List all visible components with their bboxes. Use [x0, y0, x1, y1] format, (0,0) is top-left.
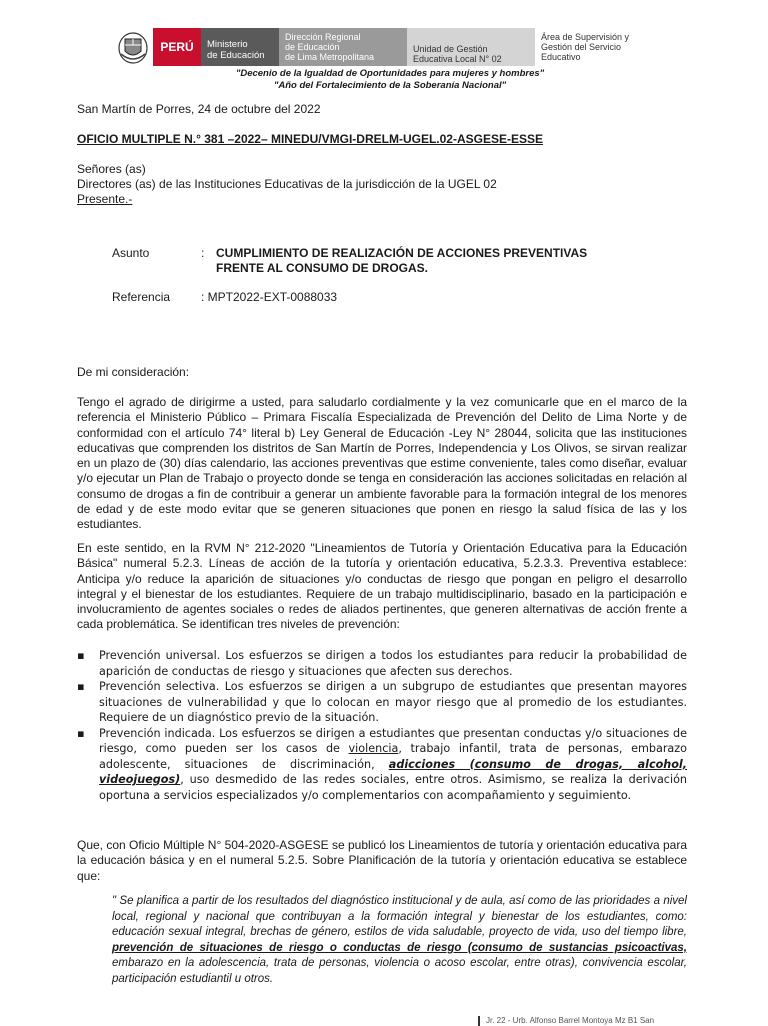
minedu-line-1: Ministerio [207, 39, 248, 50]
drelm-logo [279, 28, 407, 66]
paragraph-2: En este sentido, en la RVM N° 212-2020 "Lineamientos de Tutoría y Orientación Educativa para la Educación Básica" numeral 5.2.3. Líneas de acción de la tutoría y orientación educativa, 5.2.3.3. Preventiva establece: Anticipa y/o reduce la aparición de situaciones y/o conductas de riesgo que pongan en peligro el desarrollo integral y el bienestar de los estudiantes. Requiere de un trabajo multidisciplinario, basado en la participación e involucramiento de agentes sociales o redes de aliados pertinentes, que generen alternativas de acción frente a cada problemática. Se identifican tres niveles de prevención: [77, 541, 687, 632]
asunto-label: Asunto [112, 246, 150, 260]
area-line-2: Gestión del Servicio [541, 42, 622, 52]
list-item [77, 679, 687, 726]
bullet-underlined-violencia: violencia [348, 742, 399, 755]
footer-address: Jr. 22 - Urb. Alfonso Barrel Montoya Mz B1 San [478, 1016, 654, 1026]
greeting: De mi consideración: [77, 365, 190, 379]
area-line-3: Educativo [541, 52, 581, 62]
peru-logo [153, 28, 201, 66]
quote-text-post: embarazo en la adolescencia, trata de personas, violencia o acoso escolar, entre otras), convivencia escolar, participación estudiantil u otros. [112, 957, 687, 985]
bullet-text-post: , uso desmedido de las redes sociales, entre otros. Asimismo, se realiza la derivación oportuna a servicios especializados y/o complementarios con acompañamiento y seguimiento. [99, 773, 687, 802]
bullet-text: Prevención indicada. Los esfuerzos se dirigen a estudiantes que presentan conductas y/o situaciones de riesgo, como pueden ser los casos de [99, 726, 687, 755]
bullet-underlined-adicciones: adicciones (consumo de drogas, alcohol, videojuegos) [99, 757, 688, 786]
recipient-presente: Presente.- [77, 192, 133, 206]
motto-decenio: "Decenio de la Igualdad de Oportunidades para mujeres y hombres" [235, 68, 545, 79]
list-item [77, 726, 687, 804]
referencia-label: Referencia [112, 290, 171, 304]
paragraph-1: Tengo el agrado de dirigirme a usted, para saludarlo cordialmente y la vez comunicarle que en el marco de la referencia el Ministerio Público – Primara Fiscalía Especializada de Prevención del Delito de Lima Norte y de conformidad con el artículo 74° literal b) Ley General de Educación -Ley N° 28044, solicita que las instituciones educativas que comprenden los distritos de San Martín de Porres, Independencia y Los Olivos, se sirvan realizar en un plazo de (30) días calendario, las acciones preventivas que estime conveniente, tales como diseñar, evaluar y/o ejecutar un Plan de Trabajo o proyecto donde se tenga en consideración las acciones solicitadas en relación al consumo de drogas a fin de contribuir a generar un ambiente favorable para la formación integral de los menores de edad y de este modo evitar que se generen situaciones que ponen en riesgo la salud física de las y los estudiantes. [77, 395, 687, 532]
area-line-1: Área de Supervisión y [541, 32, 630, 42]
drelm-line-2: de Educación [285, 42, 340, 52]
recipient-line-1: Señores (as) [77, 162, 146, 176]
paragraph-3: Que, con Oficio Múltiple N° 504-2020-ASGESE se publicó los Lineamientos de tutoría y orientación educativa para la educación básica y en el numeral 5.2.5. Sobre Planificación de la tutoría y orientación educativa se establece que: [77, 838, 687, 883]
ugel-logo [407, 28, 535, 66]
quote-text: " Se planifica a partir de los resultados del diagnóstico institucional y de aula, así como de las prioridades a nivel local, regional y nacional que contribuyan a la formación integral y bienestar de los estudiantes, como: educación sexual integral, brechas de género, estilos de vida saludable, proyecto de vida, uso del tiempo libre, [112, 895, 687, 939]
peru-label: PERÚ [160, 40, 194, 54]
bullet-icon: ▪ [77, 649, 85, 662]
prevention-levels-list [77, 648, 687, 803]
referencia-value: : MPT2022-EXT-0088033 [201, 290, 338, 304]
bullet-text: Prevención selectiva. Los esfuerzos se dirigen a un subgrupo de estudiantes que presentan mayores situaciones de vulnerabilidad y que lo colocan en mayor riesgo que al promedio de los estudiantes. Requiere de un diagnóstico previo de la situación. [99, 680, 687, 724]
recipient-line-2: Directores (as) de las Instituciones Educativas de la jurisdicción de la UGEL 02 [77, 177, 497, 191]
bullet-icon: ▪ [77, 680, 85, 693]
list-item [77, 648, 687, 679]
drelm-line-1: Dirección Regional [285, 32, 361, 42]
ugel-line-1: Unidad de Gestión [413, 44, 488, 54]
minedu-logo [201, 28, 279, 66]
drelm-line-3: de Lima Metropolitana [285, 52, 375, 62]
oficio-number: OFICIO MULTIPLE N.° 381 –2022– MINEDU/VMGI-DRELM-UGEL.02-ASGESE-ESSE [77, 132, 543, 146]
peru-shield-icon [116, 30, 150, 66]
place-date: San Martín de Porres, 24 de octubre del 2022 [77, 102, 321, 116]
area-logo [535, 28, 655, 66]
minedu-line-2: de Educación [207, 50, 265, 61]
asunto-line-2: FRENTE AL CONSUMO DE DROGAS. [216, 261, 429, 275]
bullet-icon: ▪ [77, 726, 85, 740]
quote-underlined: prevención de situaciones de riesgo o conductas de riesgo (consumo de sustancias psicoactivas, [112, 941, 687, 954]
bullet-text-mid: , trabajo infantil, trata de personas, embarazo adolescente, situaciones de discriminación, [99, 742, 687, 771]
ugel-line-2: Educativa Local N° 02 [413, 54, 502, 64]
quote-block [112, 894, 687, 988]
motto-year: "Año del Fortalecimiento de la Soberanía Nacional" [273, 80, 507, 91]
asunto-colon: : [201, 246, 205, 260]
asunto-line-1: CUMPLIMIENTO DE REALIZACIÓN DE ACCIONES PREVENTIVAS [216, 246, 588, 260]
bullet-text: Prevención universal. Los esfuerzos se dirigen a todos los estudiantes para reducir la probabilidad de aparición de conductas de riesgo y situaciones que afecten sus derechos. [99, 649, 687, 678]
